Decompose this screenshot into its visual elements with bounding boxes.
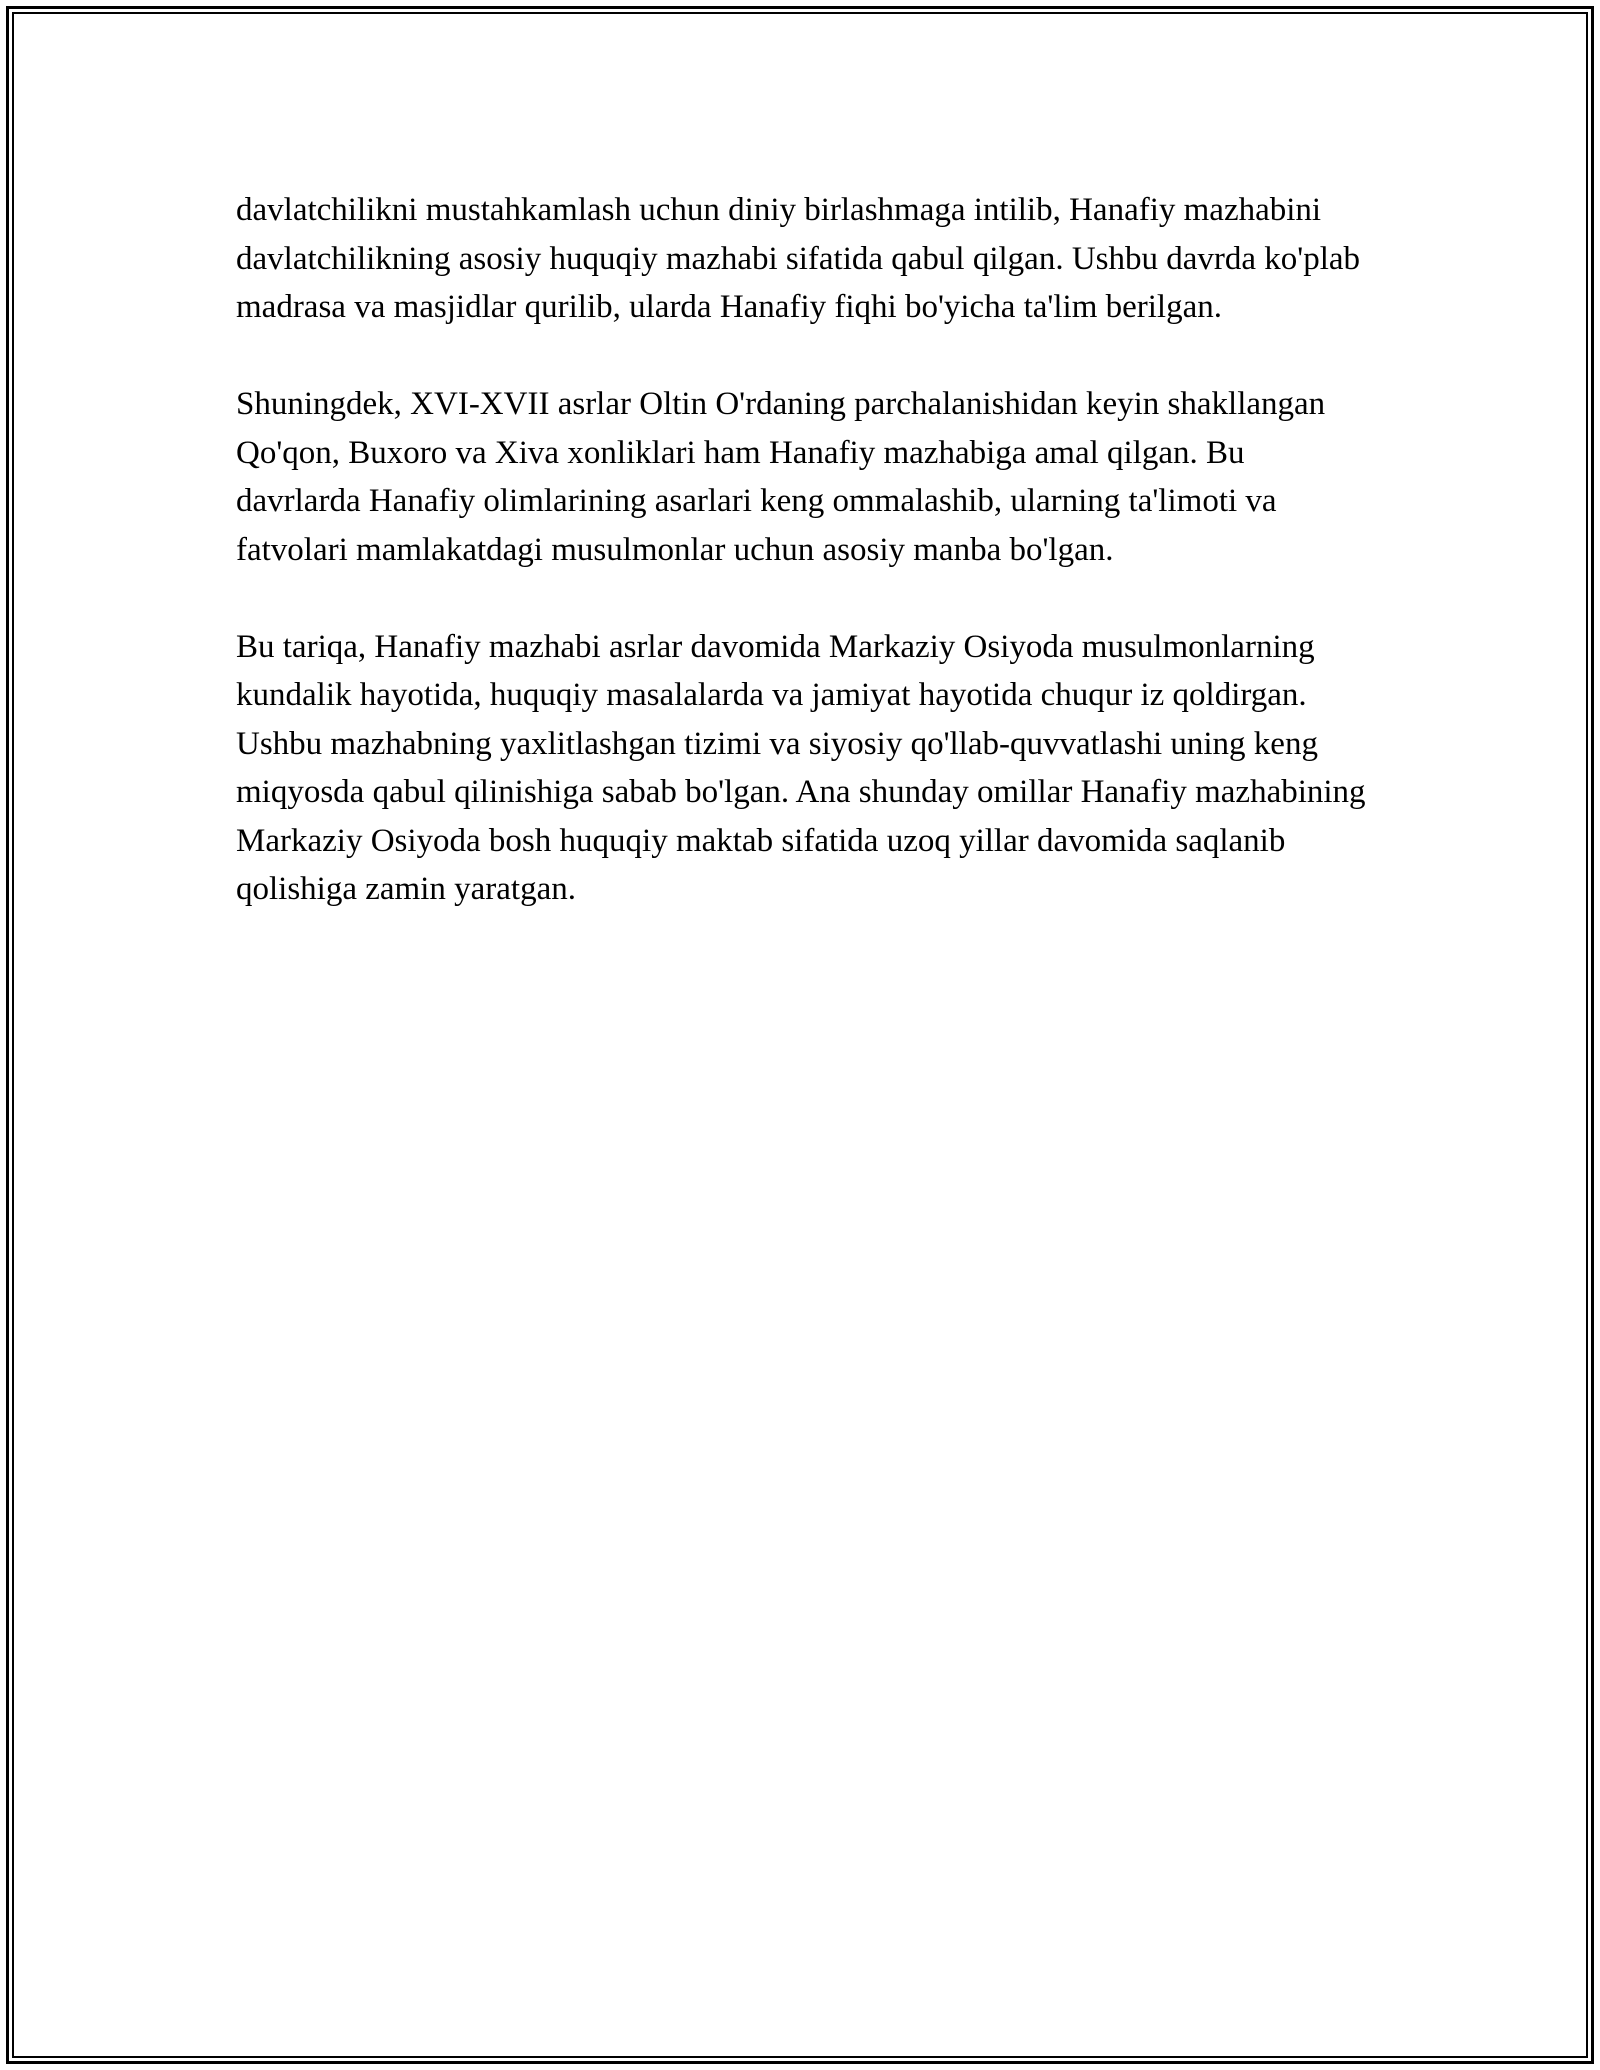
document-body — [236, 186, 1376, 962]
paragraph-2: Shuningdek, XVI-XVII asrlar Oltin O'rdaning parchalanishidan keyin shakllangan Qo'qon, Buxoro va Xiva xonliklari ham Hanafiy mazhabiga amal qilgan. Bu davrlarda Hanafiy olimlarining asarlari keng ommalashib, ularning ta'limoti va fatvolari mamlakatdagi musulmonlar uchun asosiy manba bo'lgan. — [236, 386, 1326, 568]
paragraph-3: Bu tariqa, Hanafiy mazhabi asrlar davomida Markaziy Osiyoda musulmonlarning kundalik hayotida, huquqiy masalalarda va jamiyat hayotida chuqur iz qoldirgan. Ushbu mazhabning yaxlitlashgan tizimi va siyosiy qo'llab-quvvatlashi uning keng miqyosda qabul qilinishiga sabab bo'lgan. Ana shunday omillar Hanafiy mazhabining Markaziy Osiyoda bosh huquqiy maktab sifatida uzoq yillar davomida saqlanib qolishiga zamin yaratgan. — [236, 628, 1366, 907]
paragraph-1: davlatchilikni mustahkamlash uchun diniy birlashmaga intilib, Hanafiy mazhabini davlatchilikning asosiy huquqiy mazhabi sifatida qabul qilgan. Ushbu davrda ko'plab madrasa va masjidlar qurilib, ularda Hanafiy fiqhi bo'yicha ta'lim berilgan. — [236, 192, 1361, 325]
